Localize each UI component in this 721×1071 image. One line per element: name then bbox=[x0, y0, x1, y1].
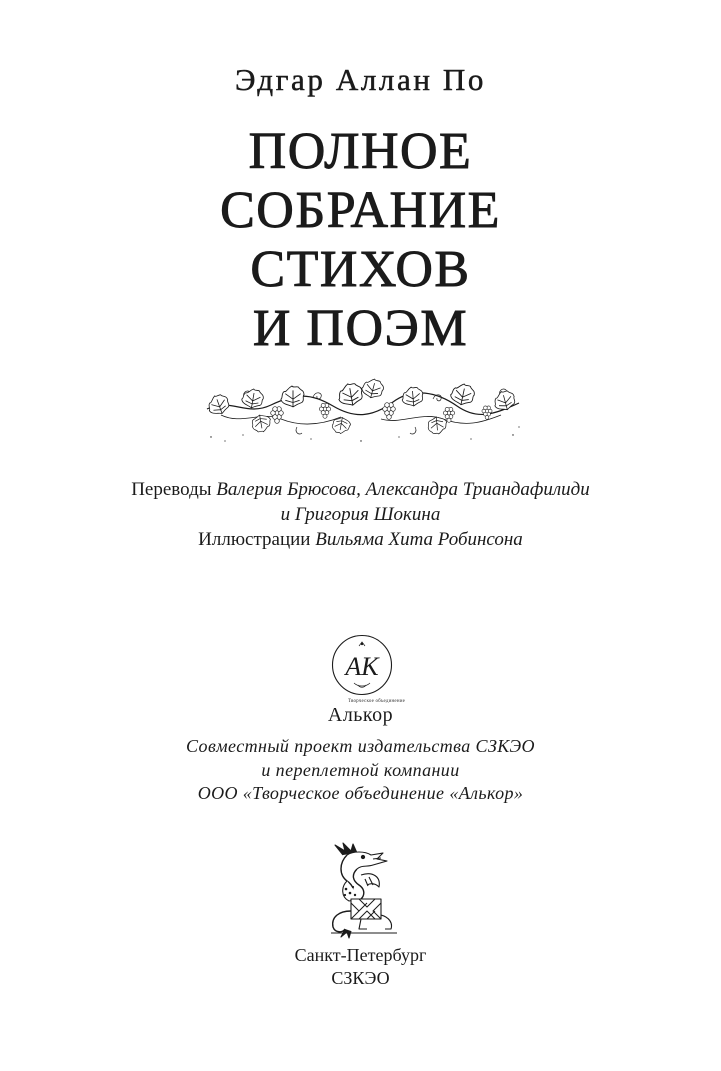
illustrations-label: Иллюстрации bbox=[198, 529, 311, 550]
imprint bbox=[0, 944, 721, 990]
illustrations-line bbox=[0, 527, 721, 552]
dragon-emblem-icon bbox=[321, 841, 405, 939]
title-line: И ПОЭМ bbox=[252, 300, 469, 357]
logo-small-text: Творческое объединение bbox=[347, 699, 405, 704]
translators-line-2: и Григория Шокина bbox=[280, 504, 441, 525]
logo-monogram: АК bbox=[345, 652, 379, 681]
title-line: СОБРАНИЕ bbox=[220, 182, 501, 239]
illustrator-name: Вильяма Хита Робинсона bbox=[315, 529, 523, 550]
joint-project-note bbox=[0, 735, 721, 806]
joint-project-line: и переплетной компании bbox=[261, 759, 460, 780]
author-name: Эдгар Аллан По bbox=[235, 62, 486, 97]
imprint-city: Санкт-Петербург bbox=[294, 945, 427, 965]
logo-name: Алькор bbox=[327, 704, 394, 726]
joint-project-line: Совместный проект издательства СЗКЭО bbox=[186, 736, 535, 756]
joint-project-line: ООО «Творческое объединение «Алькор» bbox=[197, 783, 524, 803]
grapevine-ornament-icon bbox=[201, 375, 525, 449]
imprint-publisher: СЗКЭО bbox=[331, 968, 390, 988]
alkor-logo-icon bbox=[330, 633, 394, 697]
title-line: СТИХОВ bbox=[250, 241, 471, 298]
translations-label: Переводы bbox=[131, 479, 212, 500]
credits bbox=[0, 477, 721, 552]
book-title bbox=[0, 122, 721, 358]
title-line: ПОЛНОЕ bbox=[248, 123, 473, 180]
translators-names: Валерия Брюсова, Александра Триандафилиди bbox=[216, 479, 590, 500]
translators-line bbox=[0, 477, 721, 502]
